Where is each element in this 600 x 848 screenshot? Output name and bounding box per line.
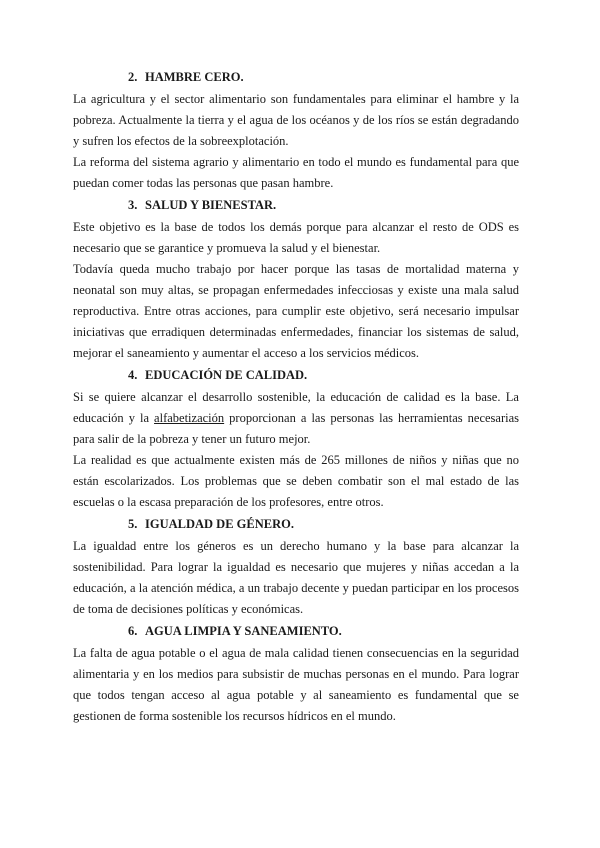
paragraph: La falta de agua potable o el agua de mala calidad tienen consecuencias en la seguridad alimentaria y en los medios para subsistir de muchas personas en el mundo. Para lograr que todos tengan acceso al agua potable y al saneamiento es fundamental que se gestionen de forma sostenible los recursos hídricos en el mundo. [73, 646, 519, 723]
section-heading [73, 66, 519, 89]
paragraph: La realidad es que actualmente existen más de 265 millones de niños y niñas que no están escolarizados. Los problemas que se deben combatir son el mal estado de las escuelas o la escasa preparación de los profesores, entre otros. [73, 453, 519, 509]
section-number: 3. [128, 198, 138, 212]
section-salud-bienestar [73, 194, 519, 364]
section-heading [73, 194, 519, 217]
section-heading [73, 620, 519, 643]
section-title: AGUA LIMPIA Y SANEAMIENTO. [145, 624, 342, 638]
section-hambre-cero [73, 66, 519, 194]
paragraph: Todavía queda mucho trabajo por hacer porque las tasas de mortalidad materna y neonatal son muy altas, se propagan enfermedades infecciosas y existe una mala salud reproductiva. Entre otras acciones, para cumplir este objetivo, será necesario impulsar iniciativas que erradiquen determinadas enfermedades, financiar los sistemas de salud, mejorar el saneamiento y aumentar el acceso a los servicios médicos. [73, 262, 519, 360]
section-title: EDUCACIÓN DE CALIDAD. [145, 368, 308, 382]
section-educacion-calidad [73, 364, 519, 513]
section-title: HAMBRE CERO. [145, 70, 244, 84]
section-title: SALUD Y BIENESTAR. [145, 198, 277, 212]
paragraph: La reforma del sistema agrario y alimentario en todo el mundo es fundamental para que puedan comer todas las personas que pasan hambre. [73, 155, 519, 190]
document-body [73, 66, 519, 727]
section-heading [73, 513, 519, 536]
paragraph: La agricultura y el sector alimentario son fundamentales para eliminar el hambre y la pobreza. Actualmente la tierra y el agua de los océanos y de los ríos se están degradando y sufren los efectos de la sobreexplotación. [73, 92, 519, 148]
paragraph-text: proporcionan a las personas las herramientas necesarias para salir de la pobreza y tener un futuro mejor. [73, 411, 519, 446]
section-heading [73, 364, 519, 387]
paragraph: La igualdad entre los géneros es un derecho humano y la base para alcanzar la sostenibilidad. Para lograr la igualdad es necesario que mujeres y niñas accedan a la educación, a la atención médica, a un trabajo decente y puedan participar en los procesos de toma de decisiones políticas y económicas. [73, 539, 519, 616]
section-number: 6. [128, 624, 138, 638]
section-number: 4. [128, 368, 138, 382]
section-number: 5. [128, 517, 138, 531]
paragraph: Este objetivo es la base de todos los demás porque para alcanzar el resto de ODS es necesario que se garantice y promueva la salud y el bienestar. [73, 220, 519, 255]
section-number: 2. [128, 70, 138, 84]
section-igualdad-genero [73, 513, 519, 620]
paragraph-text: Si se quiere alcanzar el desarrollo sostenible, la educación de calidad es la base. La educación y la [73, 390, 519, 425]
paragraph-with-link [73, 387, 519, 450]
section-agua-limpia [73, 620, 519, 727]
alfabetizacion-link[interactable]: alfabetización [154, 411, 225, 425]
section-title: IGUALDAD DE GÉNERO. [145, 517, 294, 531]
